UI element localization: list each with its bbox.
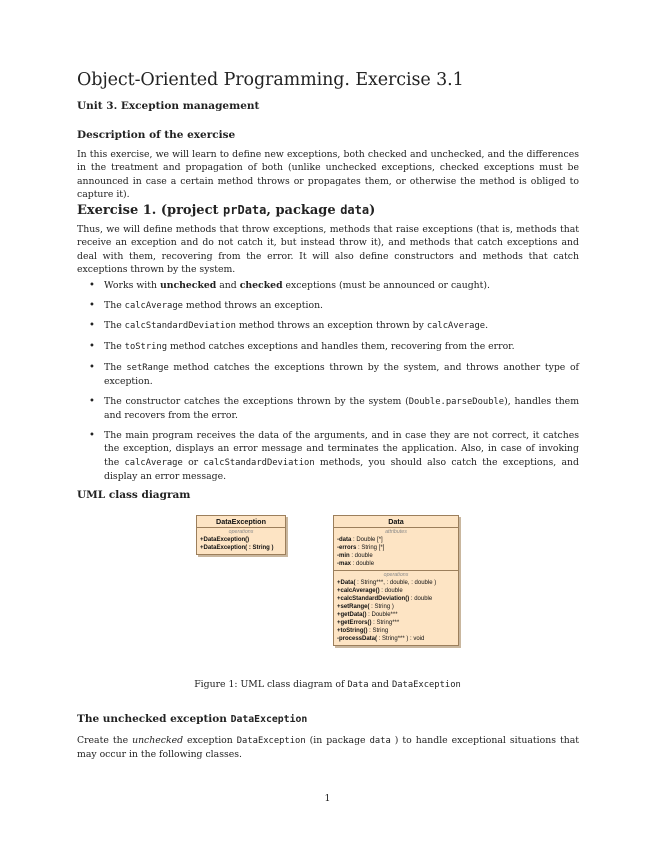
figure-caption: Figure 1: UML class diagram of Data and DataException bbox=[194, 679, 461, 690]
attribute-row: -max : double bbox=[337, 561, 375, 567]
attribute-row: -data : Double [*] bbox=[337, 537, 383, 543]
operation-row: +calcAverage() : double bbox=[337, 588, 403, 594]
unchecked-paragraph: Create the unchecked exception DataException (in package data ) to handle exceptional situations that may occur in the following classes. bbox=[77, 735, 579, 761]
list-item: • The main program receives the data of the arguments, and in case they are not correct, it catches the exception, displays an error message and terminates the application. Also, in case of invoking the calcAverage or calcStandardDeviation methods, you should also catch the exceptions, and display an error message. bbox=[77, 429, 579, 484]
list-item: • The calcAverage method throws an exception. bbox=[77, 299, 579, 313]
operations-section: operations +DataException() +DataException( : String ) bbox=[197, 528, 285, 554]
attributes-section: attributes -data : Double [*] -errors : String [*] -min : double -max : double bbox=[334, 528, 458, 571]
exercise1-heading: Exercise 1. (project prData, package data) bbox=[77, 203, 376, 218]
project-name: prData bbox=[223, 203, 267, 217]
operation-row: +getErrors() : String*** bbox=[337, 620, 400, 626]
attribute-row: -errors : String [*] bbox=[337, 545, 385, 551]
list-item: • The calcStandardDeviation method throws an exception thrown by calcAverage. bbox=[77, 319, 579, 333]
operation-row: +DataException() bbox=[200, 537, 250, 543]
uml-heading: UML class diagram bbox=[77, 489, 191, 501]
page-title: Object-Oriented Programming. Exercise 3.1 bbox=[77, 70, 464, 90]
operation-row: +setRange( : String ) bbox=[337, 604, 394, 610]
list-item: • The constructor catches the exceptions thrown by the system (Double.parseDouble), handles them and recovers from the error. bbox=[77, 395, 579, 423]
operation-row: -processData( : String*** ) : void bbox=[337, 636, 425, 642]
description-heading: Description of the exercise bbox=[77, 129, 236, 141]
class-name: Data bbox=[334, 516, 458, 528]
list-item: • Works with unchecked and checked exceptions (must be announced or caught). bbox=[77, 279, 579, 292]
description-paragraph: In this exercise, we will learn to define new exceptions, both checked and unchecked, and the differences in the treatment and propagation of both (unlike unchecked exceptions, checked exceptions must be announced in case a certain method throws or propagates them, or otherwise the method is obliged to capture it). bbox=[77, 149, 579, 201]
class-name: DataException bbox=[197, 516, 285, 528]
list-item: • The setRange method catches the exceptions thrown by the system, and throws another type of exception. bbox=[77, 361, 579, 389]
unit-subtitle: Unit 3. Exception management bbox=[77, 100, 260, 112]
uml-class-dataexception bbox=[196, 515, 286, 555]
package-name: data bbox=[340, 203, 370, 217]
operation-row: +calcStandardDeviation() : double bbox=[337, 596, 433, 602]
exercise1-intro: Thus, we will define methods that throw exceptions, methods that raise exceptions (that is, methods that receive an exception and do not catch it, but instead throw it), and methods that catch exceptions and deal with them, recovering from the error. It will also define constructors and methods that catch exceptions thrown by the system. bbox=[77, 224, 579, 276]
operations-section: operations +Data( : String***, : double, : double ) +calcAverage() : double +calcStandardDeviation() : double +setRange( : String ) +getData() : Double*** +getErrors() : String*** +toString() : String -processData( : String*** ) : void bbox=[334, 571, 458, 645]
list-item: • The toString method catches exceptions and handles them, recovering from the error. bbox=[77, 340, 579, 354]
operation-row: +toString() : String bbox=[337, 628, 389, 634]
operation-row: +Data( : String***, : double, : double ) bbox=[337, 580, 437, 586]
requirements-list bbox=[77, 279, 579, 490]
page-number: 1 bbox=[324, 793, 331, 804]
attribute-row: -min : double bbox=[337, 553, 373, 559]
operation-row: +getData() : Double*** bbox=[337, 612, 398, 618]
uml-class-data bbox=[333, 515, 459, 646]
unchecked-heading: The unchecked exception DataException bbox=[77, 713, 308, 725]
operation-row: +DataException( : String ) bbox=[200, 545, 274, 551]
